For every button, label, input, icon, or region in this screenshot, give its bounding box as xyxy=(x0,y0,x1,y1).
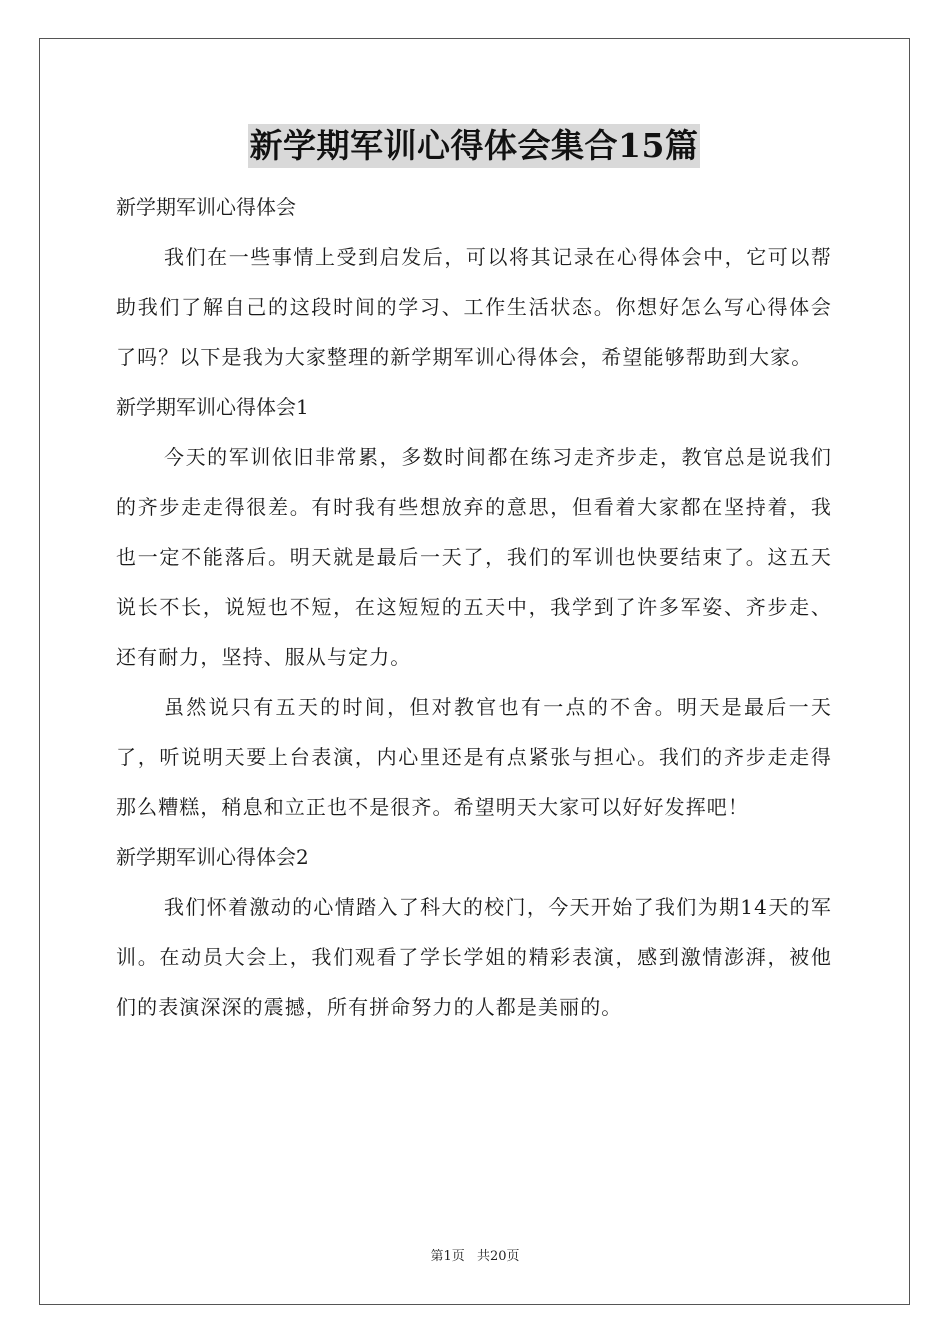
page-number: 第1页 xyxy=(430,1249,465,1264)
paragraph: 我们怀着激动的心情踏入了科大的校门，今天开始了我们为期14天的军训。在动员大会上，我们观看了学长学姐的精彩表演，感到激情澎湃，被他们的表演深深的震撼，所有拼命努力的人都是美丽的。 xyxy=(116,895,832,1019)
page-footer xyxy=(0,1245,950,1264)
document-body xyxy=(116,124,832,1032)
section-2 xyxy=(116,832,832,1032)
title-container xyxy=(116,124,832,168)
section-1 xyxy=(116,382,832,832)
section-intro xyxy=(116,182,832,382)
section-heading: 新学期军训心得体会1 xyxy=(116,395,309,419)
page-total: 共20页 xyxy=(476,1249,520,1264)
paragraph: 我们在一些事情上受到启发后，可以将其记录在心得体会中，它可以帮助我们了解自己的这段时间的学习、工作生活状态。你想好怎么写心得体会了吗？以下是我为大家整理的新学期军训心得体会，希望能够帮助到大家。 xyxy=(116,245,832,369)
paragraph: 今天的军训依旧非常累，多数时间都在练习走齐步走，教官总是说我们的齐步走走得很差。有时我有些想放弃的意思，但看着大家都在坚持着，我也一定不能落后。明天就是最后一天了，我们的军训也快要结束了。这五天说长不长，说短也不短，在这短短的五天中，我学到了许多军姿、齐步走、还有耐力，坚持、服从与定力。 xyxy=(116,445,832,669)
section-heading: 新学期军训心得体会 xyxy=(116,195,296,219)
document-title: 新学期军训心得体会集合15篇 xyxy=(248,124,701,168)
section-heading: 新学期军训心得体会2 xyxy=(116,845,309,869)
paragraph: 虽然说只有五天的时间，但对教官也有一点的不舍。明天是最后一天了，听说明天要上台表演，内心里还是有点紧张与担心。我们的齐步走走得那么糟糕，稍息和立正也不是很齐。希望明天大家可以好好发挥吧！ xyxy=(116,695,832,819)
